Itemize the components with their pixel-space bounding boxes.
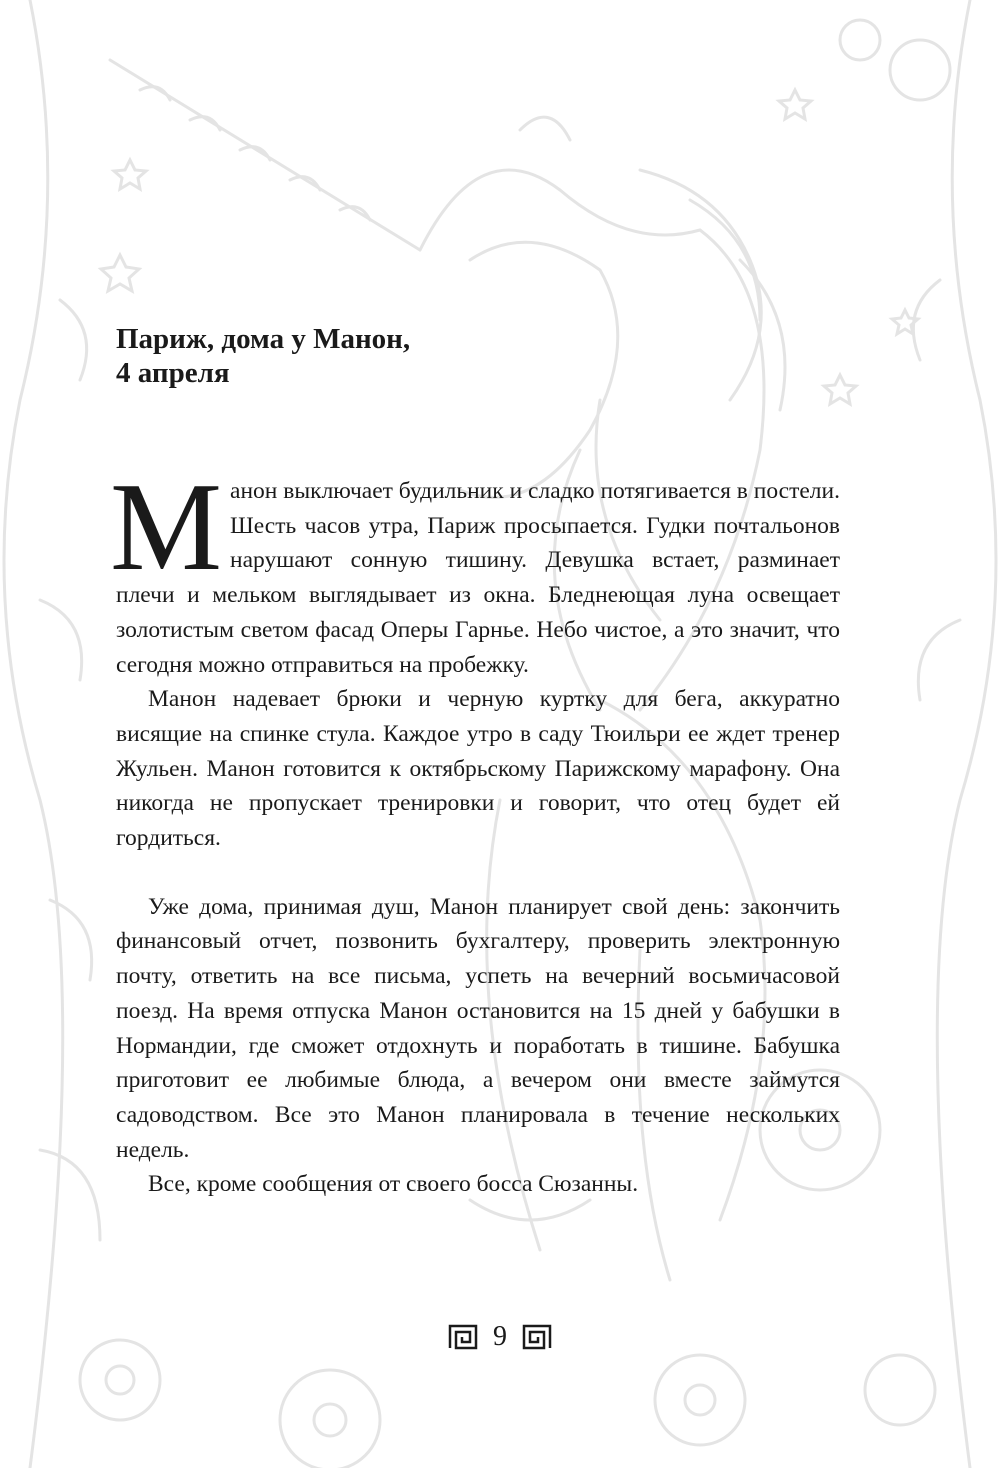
chapter-heading — [116, 322, 840, 390]
chapter-heading-line-2: 4 апреля — [116, 357, 230, 389]
paragraph-3: Уже дома, принимая душ, Манон планирует свой день: закончить финансовый отчет, позвонить бухгалтеру, проверить электронную почту, ответить на все письма, успеть на вечерний восьмичасовой поезд. На время отпуска Манон остановится на 15 дней у бабушки в Нормандии, где сможет отдохнуть и поработать в тишине. Бабушка приготовит ее любимые блюда, а вечером они вместе займутся садоводством. Все это Манон планировала в течение нескольких недель. — [116, 893, 840, 1163]
page-content — [110, 322, 840, 1198]
page-folio — [0, 1318, 1000, 1354]
paragraph-1 — [110, 458, 840, 682]
body-text — [110, 458, 840, 1202]
greek-key-icon — [522, 1324, 552, 1350]
paragraph-4: Все, кроме сообщения от своего босса Сюзанны. — [148, 1171, 639, 1198]
paragraph-2: Манон надевает брюки и черную куртку для бега, аккуратно висящие на спинке стула. Каждое утро в саду Тюильри ее ждет тренер Жульен. Манон готовится к октябрьскому Парижскому марафону. Она никогда не пропускает тренировки и говорит, что отец будет ей гордиться. — [116, 686, 840, 852]
paragraph-spacer — [116, 856, 840, 890]
chapter-heading-line-1: Париж, дома у Манон, — [116, 323, 411, 355]
page-number: 9 — [493, 1320, 507, 1352]
greek-key-icon — [448, 1324, 478, 1350]
drop-cap: М — [110, 458, 223, 597]
paragraph-1-text: анон выключает будильник и сладко потягивается в постели. Шесть часов утра, Париж просыпается. Гудки почтальонов нарушают сонную тишину. Девушка встает, разминает плечи и мельком выглядывает из окна. Бледнеющая луна освещает золотистым светом фасад Оперы Гарнье. Небо чистое, а это значит, что сегодня можно отправиться на пробежку. — [116, 478, 840, 678]
